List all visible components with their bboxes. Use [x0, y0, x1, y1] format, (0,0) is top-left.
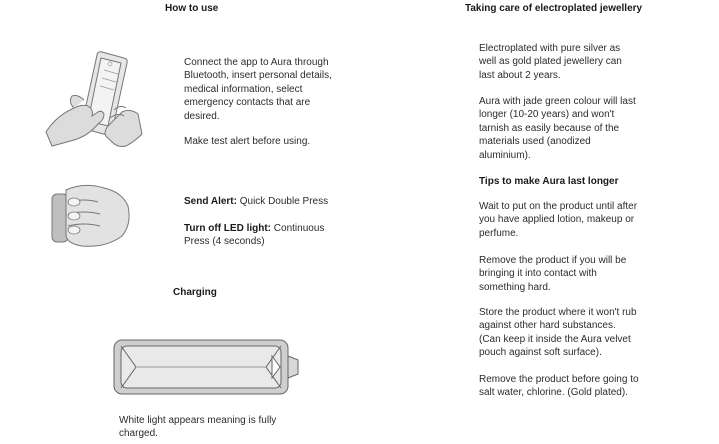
send-alert-instruction	[184, 195, 354, 208]
jewellery-care-heading: Taking care of electroplated jewellery	[465, 3, 643, 14]
care-paragraph-1: Electroplated with pure silver as well as gold plated jewellery can last about 2 years.	[479, 43, 622, 81]
test-alert-instructions: Make test alert before using.	[184, 136, 311, 147]
charging-heading: Charging	[173, 287, 217, 298]
care-paragraph-2: Aura with jade green colour will last longer (10-20 years) and won't tarnish as easily because of the materials used (anodized aluminium).	[479, 96, 636, 161]
turn-off-text: Continuous Press (4 seconds)	[184, 223, 325, 248]
tip-3: Store the product where it won't rub against other hard substances. (Can keep it inside the Aura velvet pouch against soft surface).	[479, 307, 637, 359]
connect-instructions: Connect the app to Aura through Bluetooth, insert personal details, medical information, select emergency contacts that are desired.	[184, 57, 332, 122]
how-to-use-heading: How to use	[165, 3, 219, 14]
tip-2: Remove the product if you will be bringing it into contact with something hard.	[479, 255, 627, 293]
tip-1: Wait to put on the product until after you have applied lotion, makeup or perfume.	[479, 201, 638, 239]
hands-holding-phone-icon	[38, 46, 148, 154]
hand-pressing-device-icon	[44, 180, 134, 252]
send-alert-label: Send Alert:	[184, 196, 237, 207]
tip-4: Remove the product before going to salt water, chlorine. (Gold plated).	[479, 374, 639, 399]
tips-heading: Tips to make Aura last longer	[479, 176, 619, 187]
turn-off-label: Turn off LED light:	[184, 223, 272, 234]
charging-device-icon	[112, 338, 302, 398]
send-alert-text: Quick Double Press	[239, 196, 329, 207]
charging-description: White light appears meaning is fully charged.	[119, 415, 277, 440]
turn-off-led-instruction	[184, 222, 344, 249]
